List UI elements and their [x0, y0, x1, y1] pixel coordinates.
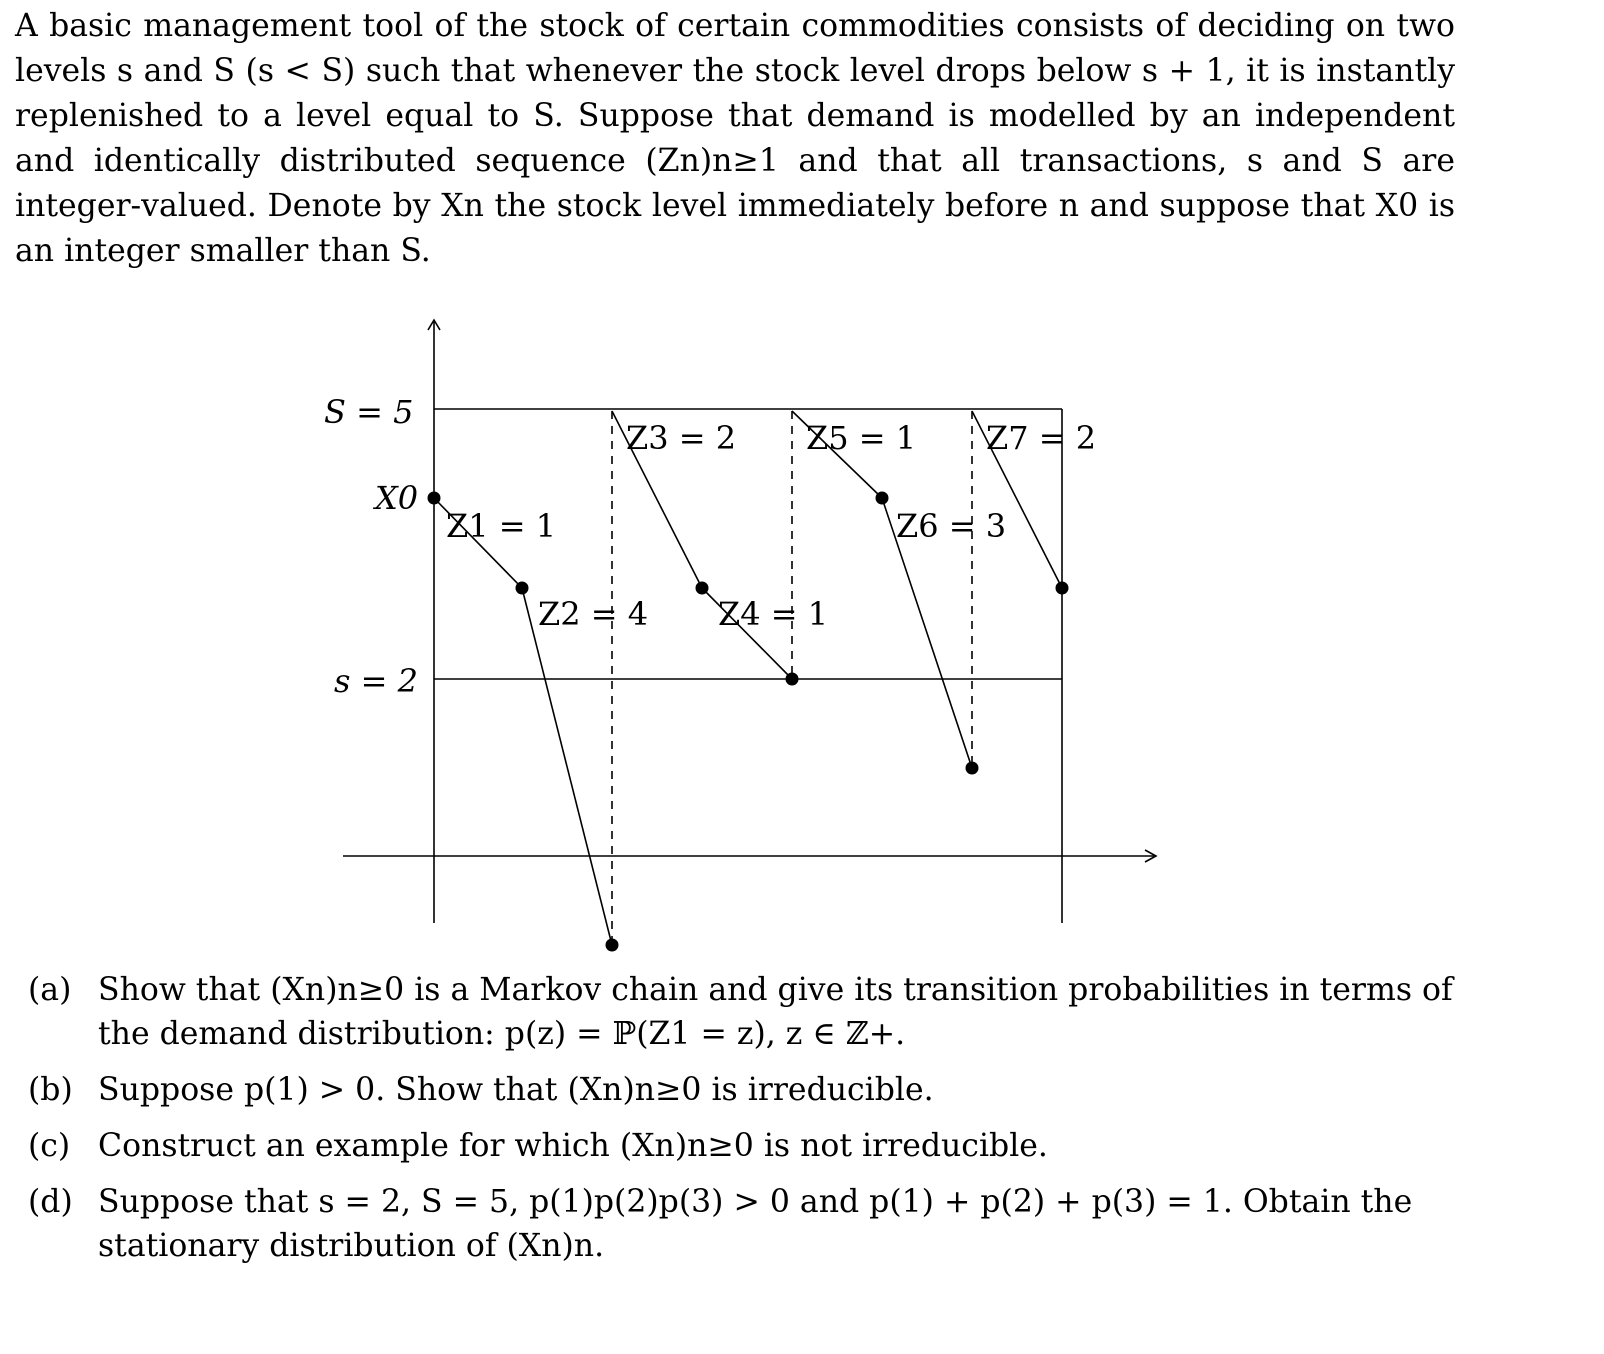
question-a: [28, 968, 1458, 1056]
trajectory-z2: [522, 588, 612, 945]
stock-point: [516, 582, 529, 595]
stock-point: [786, 673, 799, 686]
start-label: X0: [375, 479, 419, 517]
question-d: [28, 1180, 1458, 1268]
demand-label-z6: Z6 = 3: [896, 507, 1007, 545]
demand-label-z3: Z3 = 2: [626, 419, 737, 457]
question-label: (c): [28, 1128, 71, 1164]
problem-statement: A basic management tool of the stock of certain commodities consists of deciding on two levels s and S (s < S) such that whenever the stock level drops below s + 1, it is instantly replenished to a level equal to S. Suppose that demand is modelled by an independent and identically distributed sequence (Zn)n≥1 and that all transactions, s and S are integer-valued. Denote by Xn the stock level immediately before n and suppose that X0 is an integer smaller than S.: [15, 8, 1455, 269]
stock-point: [606, 939, 619, 952]
question-text: Show that (Xn)n≥0 is a Markov chain and give its transition probabilities in terms of the demand distribution: p(z) = ℙ(Z1 = z), z ∈ ℤ+.: [98, 972, 1453, 1052]
question-c: [28, 1124, 1458, 1168]
question-list: [28, 968, 1458, 1280]
lower-level-label: s = 2: [334, 662, 418, 700]
demand-label-z5: Z5 = 1: [806, 419, 917, 457]
upper-level-label: S = 5: [324, 393, 414, 431]
demand-label-z7: Z7 = 2: [986, 419, 1097, 457]
question-text: Suppose p(1) > 0. Show that (Xn)n≥0 is irreducible.: [98, 1072, 934, 1108]
stock-point: [876, 492, 889, 505]
stock-point: [428, 492, 441, 505]
question-label: (a): [28, 972, 72, 1008]
question-text: Suppose that s = 2, S = 5, p(1)p(2)p(3) > 0 and p(1) + p(2) + p(3) = 1. Obtain the stationary distribution of (Xn)n.: [98, 1184, 1413, 1264]
question-label: (b): [28, 1072, 73, 1108]
stock-point: [1056, 582, 1069, 595]
question-text: Construct an example for which (Xn)n≥0 is not irreducible.: [98, 1128, 1048, 1164]
question-label: (d): [28, 1184, 73, 1220]
demand-label-z4: Z4 = 1: [718, 595, 829, 633]
stock-point: [696, 582, 709, 595]
question-b: [28, 1068, 1458, 1112]
demand-label-z2: Z2 = 4: [538, 595, 649, 633]
demand-label-z1: Z1 = 1: [446, 507, 557, 545]
stock-point: [966, 762, 979, 775]
